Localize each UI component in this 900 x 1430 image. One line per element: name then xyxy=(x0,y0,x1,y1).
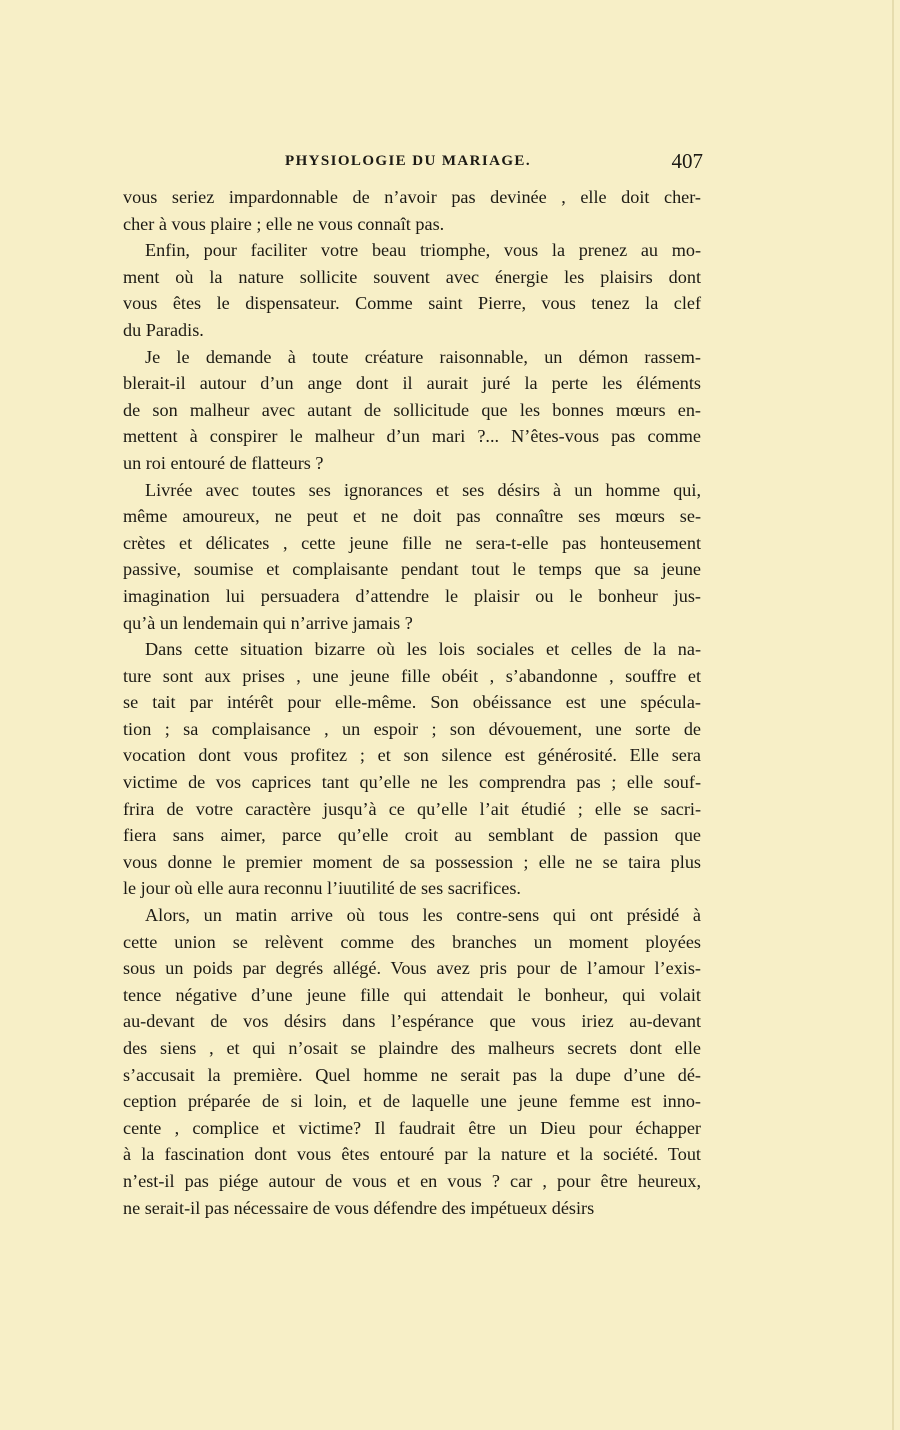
text-line: se tait par intérêt pour elle-même. Son obéissance est une spécula- xyxy=(123,692,701,713)
paragraph xyxy=(123,902,701,1221)
text-line: Livrée avec toutes ses ignorances et ses désirs à un homme qui, xyxy=(145,479,701,500)
body-text xyxy=(123,184,701,1221)
text-line: fiera sans aimer, parce qu’elle croit au semblant de passion que xyxy=(123,825,701,846)
text-line: qu’à un lendemain qui n’arrive jamais ? xyxy=(123,612,413,633)
text-line: ception préparée de si loin, et de laquelle une jeune femme est inno- xyxy=(123,1091,701,1112)
text-line: imagination lui persuadera d’attendre le plaisir ou le bonheur jus- xyxy=(123,585,701,606)
text-line: même amoureux, ne peut et ne doit pas connaître ses mœurs se- xyxy=(123,506,701,527)
text-line: des siens , et qui n’osait se plaindre des malheurs secrets dont elle xyxy=(123,1038,701,1058)
paragraph xyxy=(123,237,701,343)
text-line: Je le demande à toute créature raisonnable, un démon rassem- xyxy=(145,346,701,367)
text-line: passive, soumise et complaisante pendant tout le temps que sa jeune xyxy=(123,559,701,580)
text-line: Alors, un matin arrive où tous les contre-sens qui ont présidé à xyxy=(145,905,701,926)
text-line: ment où la nature sollicite souvent avec énergie les plaisirs dont xyxy=(123,266,701,287)
text-line: victime de vos caprices tant qu’elle ne les comprendra pas ; elle souf- xyxy=(123,772,701,793)
text-line: le jour où elle aura reconnu l’iuutilité de ses sacrifices. xyxy=(123,878,521,899)
text-line: n’est-il pas piége autour de vous et en vous ? car , pour être heureux, xyxy=(123,1170,701,1191)
text-line: cette union se relèvent comme des branches un moment ployées xyxy=(123,931,701,952)
page-edge xyxy=(892,0,894,1430)
text-line: mettent à conspirer le malheur d’un mari ?... N’êtes-vous pas comme xyxy=(123,426,701,447)
text-line: Dans cette situation bizarre où les lois sociales et celles de la na- xyxy=(145,639,701,660)
text-line: de son malheur avec autant de sollicitude que les bonnes mœurs en- xyxy=(123,399,701,420)
paragraph xyxy=(123,344,701,477)
paragraph xyxy=(123,477,701,637)
text-line: vous donne le premier moment de sa possession ; elle ne se taira plus xyxy=(123,851,701,872)
running-head xyxy=(123,149,703,177)
text-line: au-devant de vos désirs dans l’espérance que vous iriez au-devant xyxy=(123,1011,701,1032)
paragraph xyxy=(123,636,701,902)
text-line: ne serait-il pas nécessaire de vous défendre des impétueux désirs xyxy=(123,1197,595,1218)
text-line: un roi entouré de flatteurs ? xyxy=(123,452,324,473)
text-line: crètes et délicates , cette jeune fille ne sera-t-elle pas honteusement xyxy=(123,532,701,553)
text-line: vocation dont vous profitez ; et son silence est générosité. Elle sera xyxy=(123,745,701,766)
text-line: tion ; sa complaisance , un espoir ; son dévouement, une sorte de xyxy=(123,718,701,739)
text-line: du Paradis. xyxy=(123,319,204,340)
text-line: blerait-il autour d’un ange dont il aurait juré la perte les éléments xyxy=(123,373,701,394)
text-line: cente , complice et victime? Il faudrait être un Dieu pour échapper xyxy=(123,1117,701,1138)
text-line: frira de votre caractère jusqu’à ce qu’elle l’ait étudié ; elle se sacri- xyxy=(123,798,701,819)
text-line: sous un poids par degrés allégé. Vous avez pris pour de l’amour l’exis- xyxy=(123,958,701,979)
running-head-title: PHYSIOLOGIE DU MARIAGE. xyxy=(285,153,531,169)
text-line: à la fascination dont vous êtes entouré par la nature et la société. Tout xyxy=(123,1144,701,1165)
text-line: tence négative d’une jeune fille qui attendait le bonheur, qui volait xyxy=(123,984,701,1005)
page-number: 407 xyxy=(671,149,703,173)
text-line: vous seriez impardonnable de n’avoir pas devinée , elle doit cher- xyxy=(123,187,701,207)
text-line: ture sont aux prises , une jeune fille obéit , s’abandonne , souffre et xyxy=(123,665,701,686)
text-line: s’accusait la première. Quel homme ne serait pas la dupe d’une dé- xyxy=(123,1064,701,1085)
text-line: vous êtes le dispensateur. Comme saint Pierre, vous tenez la clef xyxy=(123,293,701,314)
paragraph xyxy=(123,184,701,237)
text-line: cher à vous plaire ; elle ne vous connaît pas. xyxy=(123,213,445,234)
text-line: Enfin, pour faciliter votre beau triomphe, vous la prenez au mo- xyxy=(145,240,701,261)
